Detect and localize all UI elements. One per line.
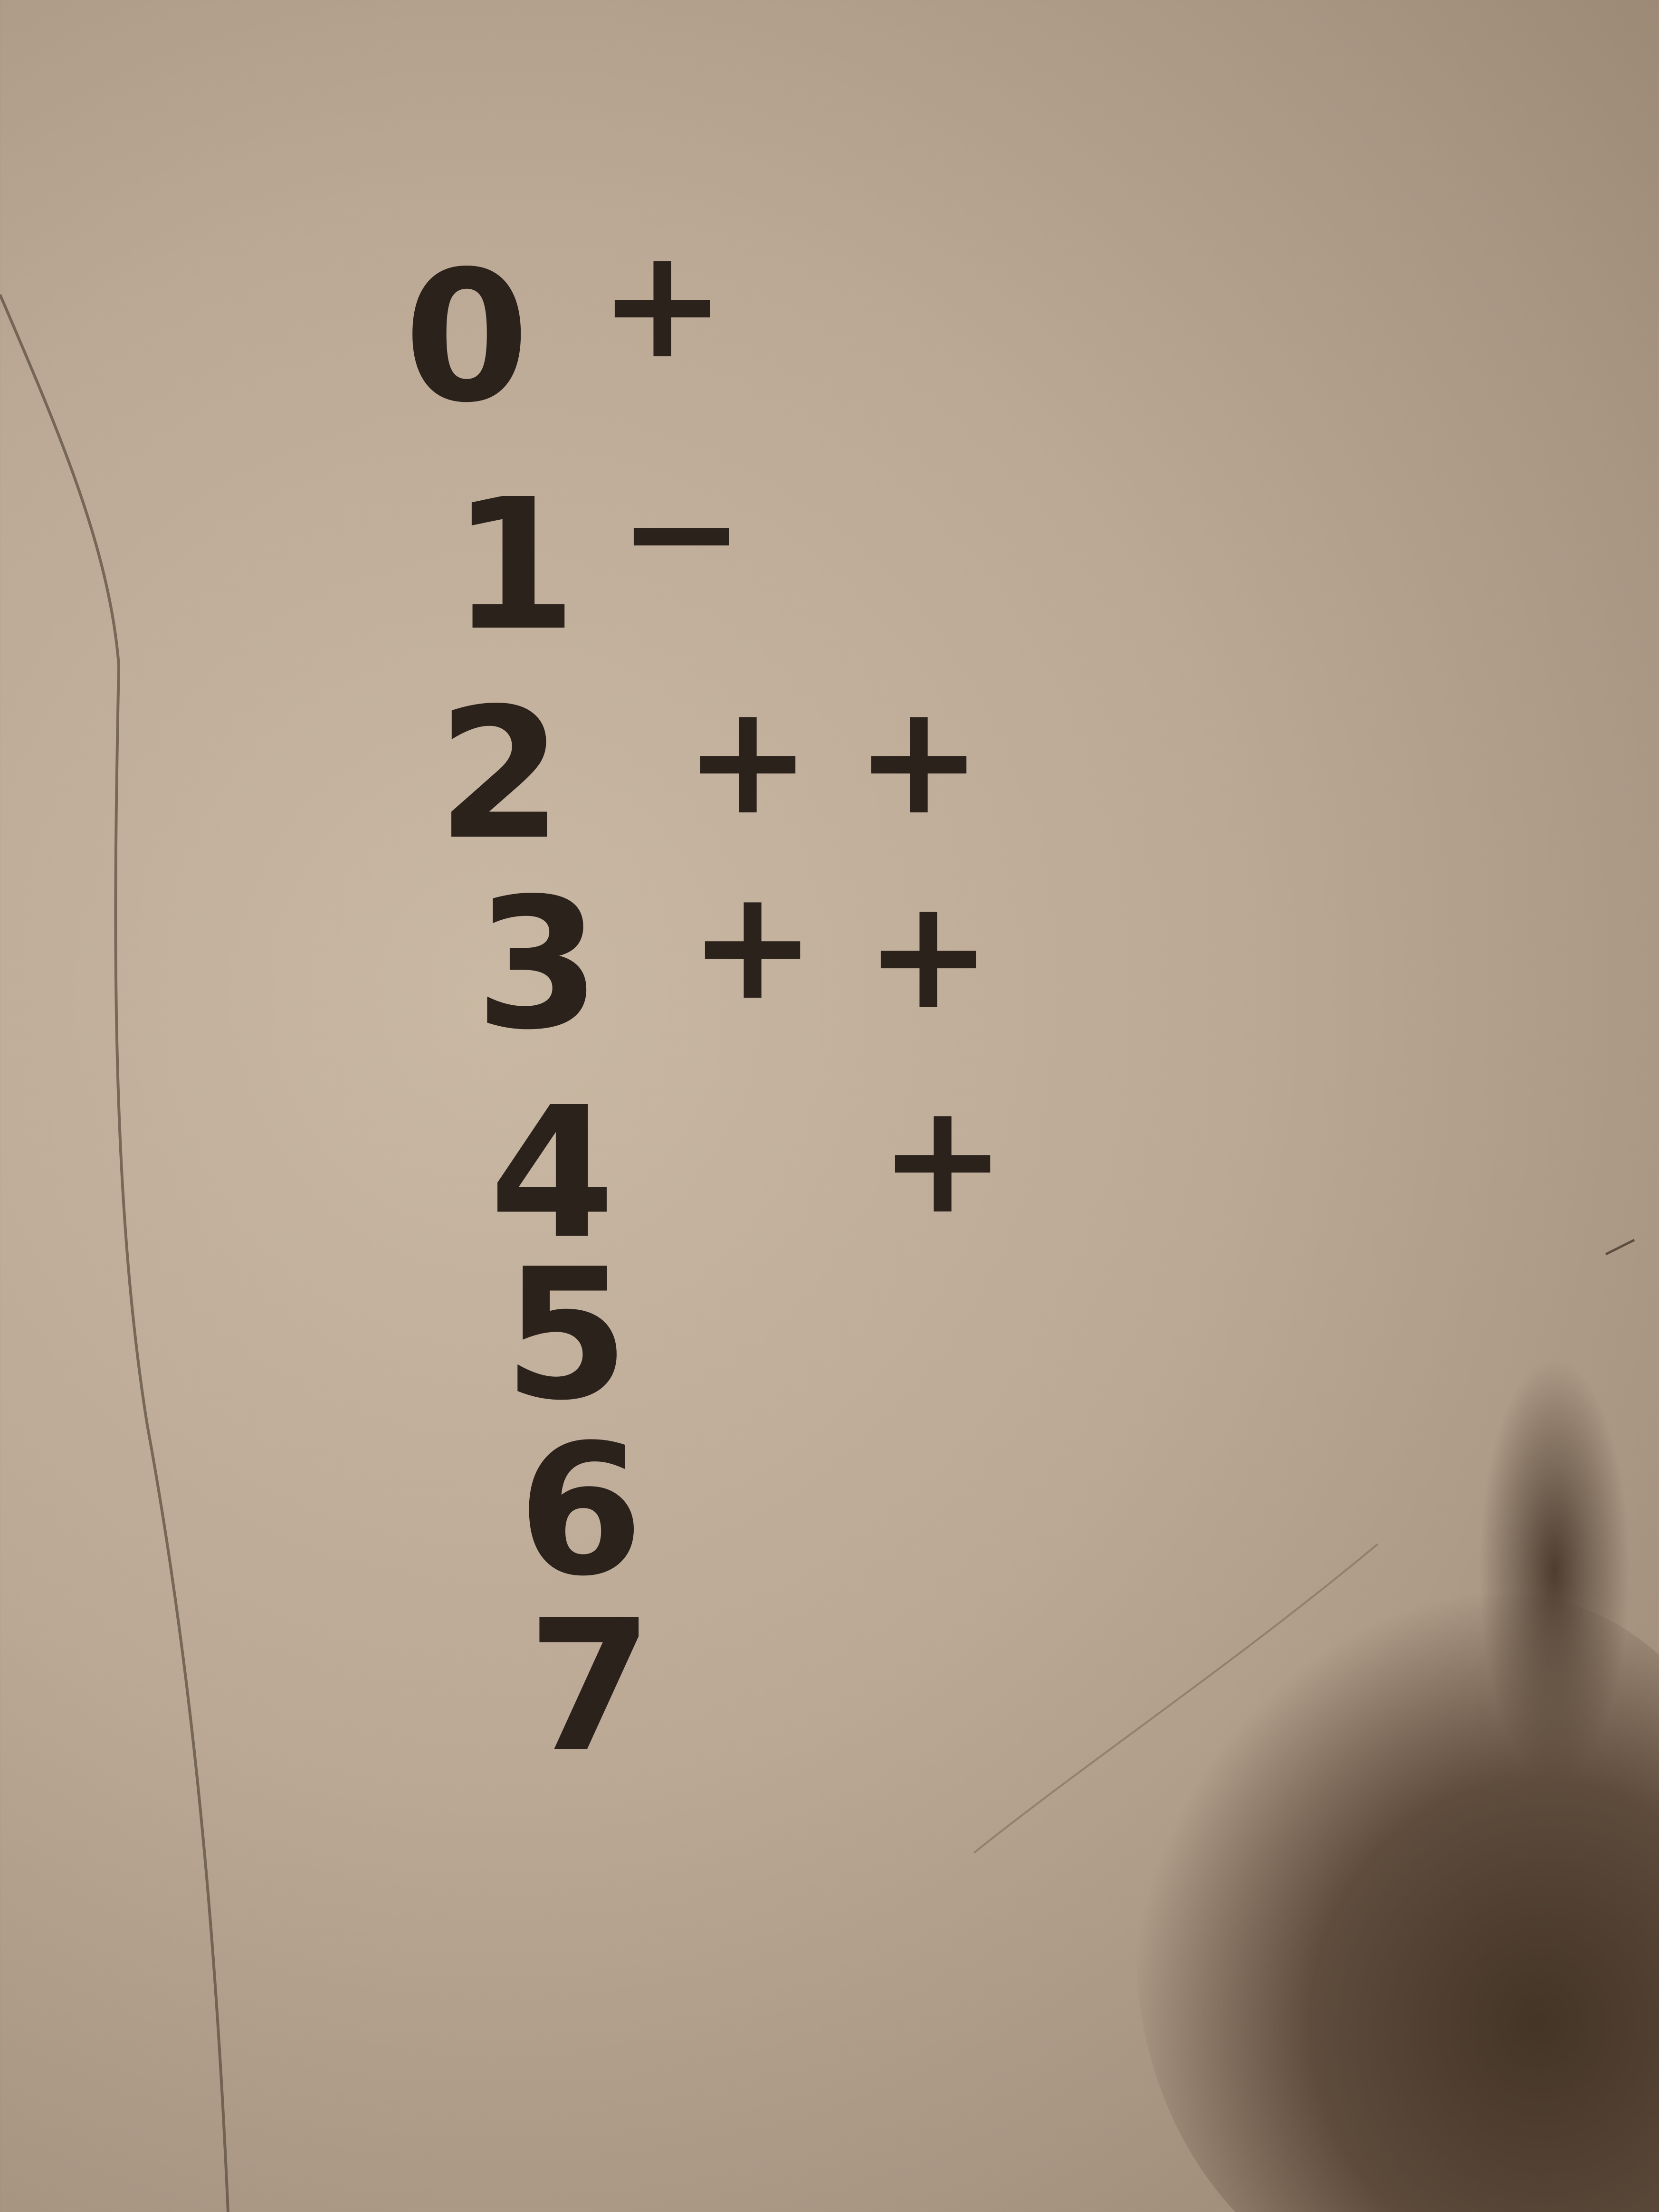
mark-2-2: +	[855, 672, 983, 849]
digit-0: 0	[404, 232, 530, 442]
mark-1-1: −	[618, 444, 745, 620]
digit-6: 6	[518, 1405, 644, 1616]
row-7	[0, 1581, 1659, 1792]
row-5	[0, 1230, 1659, 1440]
row-6	[0, 1405, 1659, 1616]
row-1	[0, 444, 1659, 670]
mark-3-1: +	[689, 857, 817, 1034]
digit-7: 7	[527, 1581, 653, 1792]
row-2	[0, 669, 1659, 879]
row-3	[0, 857, 1659, 1069]
digit-4: 4	[489, 1068, 615, 1278]
digit-1: 1	[451, 460, 577, 670]
mark-4-1: +	[879, 1071, 1007, 1248]
digit-3: 3	[475, 859, 601, 1069]
mark-3-2: +	[865, 867, 992, 1043]
row-0	[0, 216, 1659, 442]
digit-2: 2	[437, 669, 563, 879]
row-4	[0, 1068, 1659, 1278]
mark-0-1: +	[599, 216, 726, 392]
digit-5: 5	[504, 1230, 629, 1440]
mark-2-1: +	[684, 672, 812, 849]
